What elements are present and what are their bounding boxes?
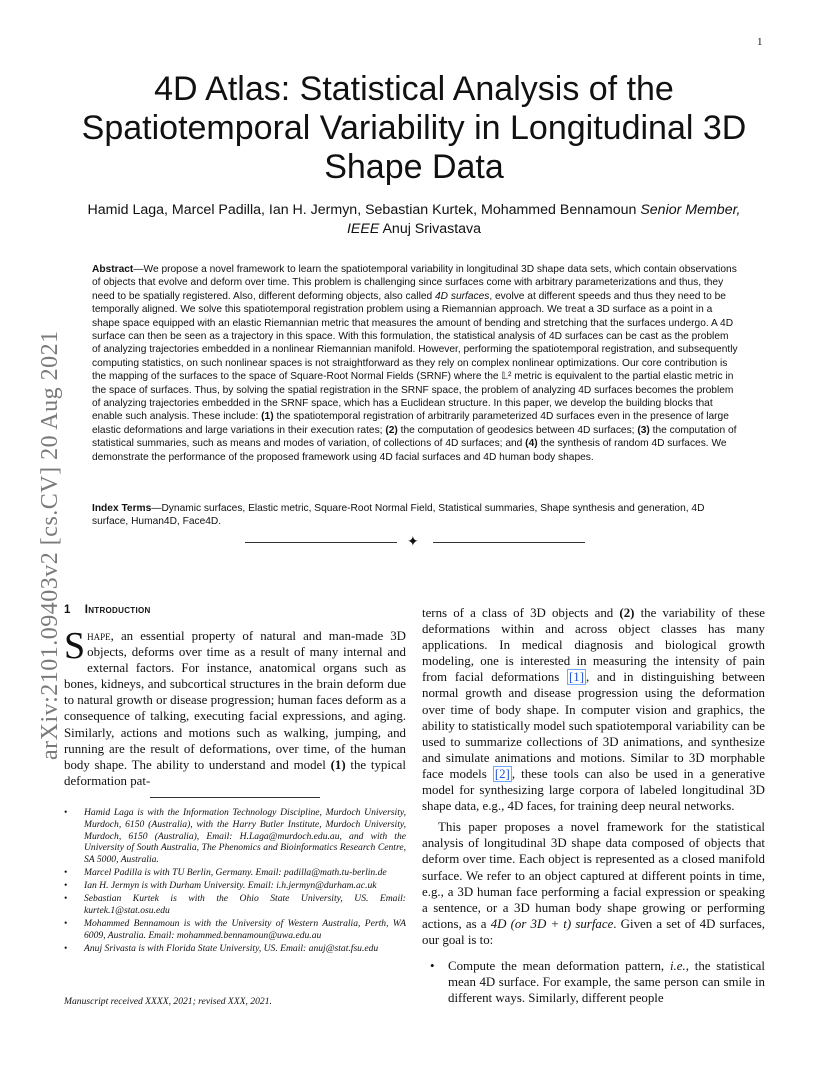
bullet-text-a: Compute the mean deformation pattern, bbox=[448, 958, 670, 973]
last-author: Anuj Srivastava bbox=[382, 221, 482, 237]
intro-paragraph-1 bbox=[422, 605, 765, 814]
section-heading bbox=[64, 604, 404, 616]
divider-line-left bbox=[245, 542, 397, 543]
index-terms-label: Index Terms bbox=[92, 503, 152, 514]
goals-list bbox=[422, 958, 765, 1006]
manuscript-note: Manuscript received XXXX, 2021; revised XXX, 2021. bbox=[64, 996, 272, 1007]
intro-left-column bbox=[64, 625, 406, 789]
intro-right-text-c: the variability of these deformations within and across object classes has many applications. In medical diagnosis and biological growth modeling, one is interested in measuring the intensity of pain from facial deformations bbox=[422, 606, 765, 685]
footnote-item: • Ian H. Jermyn is with Durham University. Email: i.h.jermyn@durham.ac.uk bbox=[64, 880, 406, 892]
author-footnotes bbox=[64, 807, 406, 956]
footnote-rule bbox=[150, 797, 320, 798]
abstract-label: Abstract bbox=[92, 264, 134, 275]
abstract-item-1: the spatiotemporal registration of arbitrarily parameterized 4D surfaces even in the presence of large elastic deformations and large variations in their execution rates; bbox=[92, 411, 729, 436]
index-terms bbox=[92, 502, 738, 529]
intro-marker-2: (2) bbox=[619, 606, 635, 620]
citation-link-2[interactable]: [2] bbox=[494, 766, 510, 781]
section-divider bbox=[245, 534, 585, 550]
drop-cap: S bbox=[64, 625, 86, 667]
abstract-item-2-marker: (2) bbox=[385, 424, 398, 436]
intro-right-p2-em: 4D (or 3D + t) surface bbox=[490, 916, 614, 931]
intro-right-p2-b: . Given a set of 4D surfaces, our goal is to: bbox=[422, 916, 765, 947]
abstract-item-1-marker: (1) bbox=[261, 411, 274, 423]
abstract-text-1: —We propose a novel framework to learn the spatiotemporal variability in longitudinal 3D shape data sets, which contain observations of objects that evolve and deform over time. This problem is challenging since surfaces come with arbitrary parameterizations and thus, they need to be spatially registered. Also, different deforming objects, also called bbox=[92, 264, 737, 302]
intro-right-text-d: , and in distinguishing between normal growth and disease progression using the deformation over time of body shape. In computer vision and graphics, the ability to statistically model such spatiotemporal variability can be used to summarize collections of 3D animations, and synthesize and simulate animations and motions. Similar to 3D morphable face models bbox=[422, 670, 765, 781]
abstract-item-3-marker: (3) bbox=[637, 424, 650, 436]
divider-star-icon: ✦ bbox=[407, 534, 419, 550]
abstract-text-2: , evolve at different speeds and thus they need to be temporally aligned. We solve this spatiotemporal registration problem using a Riemannian approach. We treat a 3D surface as a point in a shape space equipped with an elastic Riemannian metric that measures the amount of bending and stretching that the surfaces undergo. A 4D surface can then be seen as a trajectory in this space. With this formulation, the statistical analysis of 4D surfaces can be cast as the problem of analyzing trajectories embedded in a nonlinear Riemannian manifold. However, performing the spatiotemporal registration, and subsequently computing statistics, on such nonlinear spaces is not straightforward as they rely on complex nonlinear optimizations. Our core contribution is the mapping of the surfaces to the space of Square-Root Normal Fields (SRNF) where the 𝕃² metric is equivalent to the partial elastic metric in the space of surfaces. Thus, by solving the spatial registration in the SRNF space, the problem of analyzing 4D surfaces becomes the problem of analyzing trajectories embedded in the SRNF space, which has a Euclidean structure. In this paper, we develop the building blocks that enable such analysis. These include: bbox=[92, 290, 738, 423]
abstract-emphasis: 4D surfaces bbox=[435, 290, 490, 302]
footnote-item: • Anuj Srivasta is with Florida State University, US. Email: anuj@stat.fsu.edu bbox=[64, 943, 406, 955]
abstract-item-4-marker: (4) bbox=[525, 438, 538, 450]
footnote-item: • Hamid Laga is with the Information Technology Discipline, Murdoch University, Murdoch, 6150 (Australia), with the Harry Butler Institute, Murdoch University, Murdoch, 6150 (Australia), Email: H.Laga@murdoch.edu.au, and with the University of South Australia, The Phenomics and Bioinformatics Research Centre, SA 5000, Australia. bbox=[64, 807, 406, 866]
intro-text-b: the typical deformation pat- bbox=[64, 757, 406, 788]
intro-right-text-e: , these tools can also be used in a generative model for synthesizing large corpora of labeled longitudinal 3D shape data, e.g., 4D faces, for training deep neural networks. bbox=[422, 766, 765, 814]
paper-title: 4D Atlas: Statistical Analysis of the Spatiotemporal Variability in Longitudinal 3D Shape Data bbox=[81, 70, 747, 186]
abstract-item-2: the computation of geodesics between 4D surfaces; bbox=[397, 424, 638, 436]
bullet-ie: i.e. bbox=[669, 958, 686, 973]
page-number: 1 bbox=[757, 36, 763, 48]
abstract-item-4: the synthesis of random 4D surfaces. We demonstrate the performance of the proposed framework using 4D facial surfaces and 4D human body shapes. bbox=[92, 438, 727, 463]
divider-line-right bbox=[433, 542, 585, 543]
footnote-item: • Marcel Padilla is with TU Berlin, Germany. Email: padilla@math.tu-berlin.de bbox=[64, 867, 406, 879]
intro-right-column bbox=[422, 605, 765, 1006]
intro-right-text-a: terns of a class of 3D objects and bbox=[422, 606, 620, 620]
author-names: Hamid Laga, Marcel Padilla, Ian H. Jermyn, Sebastian Kurtek, Mohammed Bennamoun bbox=[87, 202, 637, 218]
intro-text-a: , an essential property of natural and man-made 3D objects, deforms over time as a result of many internal and external factors. For instance, anatomical organs such as bones, kidneys, and subcortical structures in the brain deform due to natural growth or disease progression; human faces deform as a consequence of talking, executing facial expressions, and aging. Similarly, actions and motions such as walking, jumping, and running are the result of deformations, over time, of the human body shape. The ability to understand and model bbox=[64, 629, 406, 772]
bullet-text-b: , the statistical mean 4D surface. For example, the same person can smile in different ways. Similarly, different people bbox=[448, 958, 765, 1006]
intro-paragraph-2 bbox=[422, 819, 765, 948]
author-membership: Senior Member, IEEE bbox=[346, 202, 741, 237]
index-terms-text: —Dynamic surfaces, Elastic metric, Square-Root Normal Field, Statistical summaries, Shape synthesis and generation, 4D surface, Human4D, Face4D. bbox=[92, 503, 705, 528]
intro-smallcaps: hape bbox=[87, 629, 111, 643]
abstract-item-3: the computation of statistical summaries, such as means and modes of variation, of collections of 4D surfaces; and bbox=[92, 424, 737, 450]
section-number: 1 bbox=[64, 604, 71, 616]
footnote-item: • Sebastian Kurtek is with the Ohio State University, US. Email: kurtek.1@stat.osu.edu bbox=[64, 893, 406, 917]
abstract bbox=[92, 263, 738, 464]
section-title: Introduction bbox=[84, 604, 151, 616]
list-item bbox=[422, 958, 765, 1006]
footnote-item: • Mohammed Bennamoun is with the University of Western Australia, Perth, WA 6009, Australia. Email: mohammed.bennamoun@uwa.edu.au bbox=[64, 918, 406, 942]
intro-marker-1: (1) bbox=[330, 757, 346, 772]
citation-link-1[interactable]: [1] bbox=[569, 670, 585, 685]
intro-right-p2-a: This paper proposes a novel framework for the statistical analysis of longitudinal 3D shape data composed of objects that deform over time. Each object is represented as a closed manifold surface. We refer to an object captured at different points in time, e.g., a 3D human face performing a facial expression or speaking a sentence, or a 3D human body shape growing or performing actions, as a bbox=[422, 820, 765, 931]
author-list bbox=[80, 201, 748, 239]
arxiv-identifier-stamp: arXiv:2101.09403v2 [cs.CV] 20 Aug 2021 bbox=[37, 330, 63, 760]
